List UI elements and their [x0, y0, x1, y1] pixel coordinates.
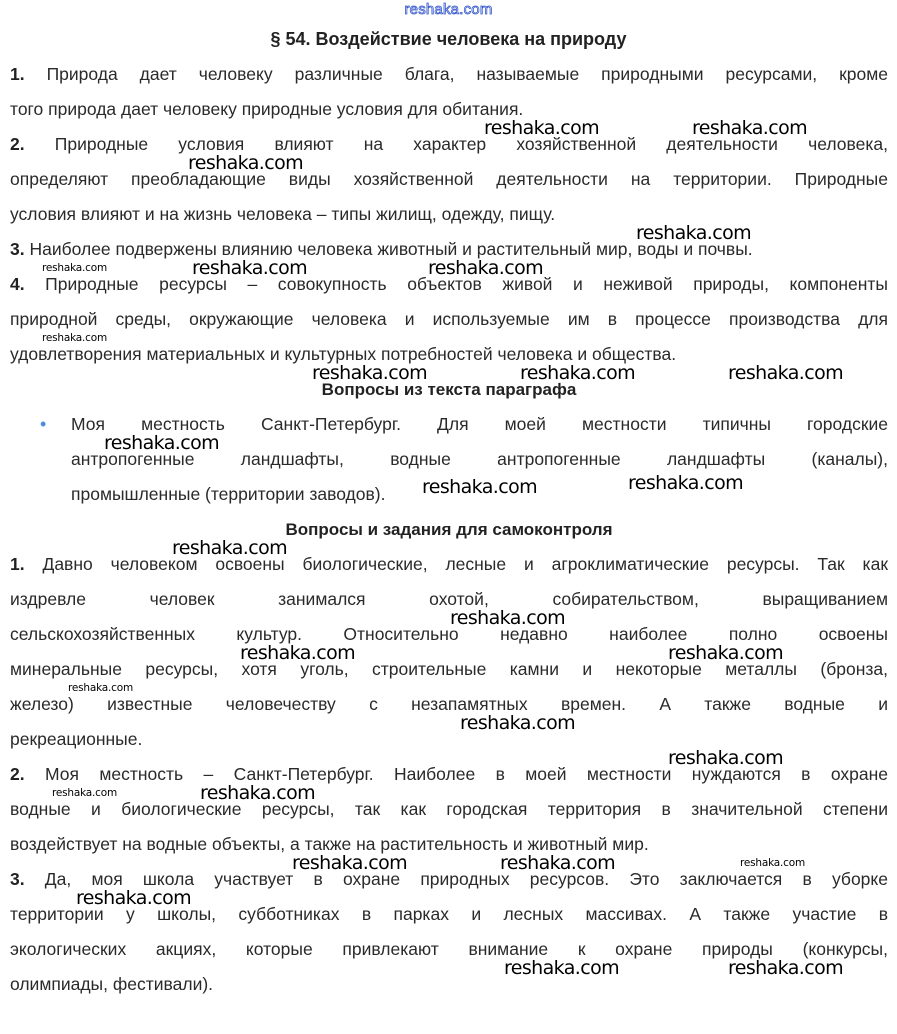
watermark: reshaka.com [636, 221, 751, 244]
line-text: того природа дает человеку природные условия для обитания. [10, 99, 524, 119]
line-text: Природные условия влияют на характер хозяйственной деятельности человека, [24, 134, 888, 154]
text-line [0, 687, 897, 722]
watermark: reshaka.com [292, 851, 407, 874]
watermark: reshaka.com [460, 711, 575, 734]
watermark: reshaka.com [520, 361, 635, 384]
line-text: антропогенные ландшафты, водные антропогенные ландшафты (каналы), [71, 449, 888, 469]
watermark: reshaka.com [188, 151, 303, 174]
line-text: территории у школы, субботниках в парках и лесных массивах. А также участие в [10, 904, 888, 924]
line-text: железо) известные человечеству с незапамятных времен. А также водные и [10, 694, 888, 714]
line-text: Моя местность – Санкт-Петербург. Наиболее в моей местности нуждаются в охране [24, 764, 888, 784]
watermark: reshaka.com [68, 681, 133, 694]
line-text: издревле человек занимался охотой, собирательством, выращиванием [10, 589, 888, 609]
line-text: Вопросы и задания для самоконтроля [285, 520, 613, 539]
watermark: reshaka.com [500, 851, 615, 874]
item-number: 2. [10, 764, 25, 784]
text-line [0, 162, 897, 197]
item-number: 2. [10, 134, 25, 154]
watermark: reshaka.com [628, 472, 743, 494]
text-line [0, 582, 897, 617]
line-text: условия влияют и на жизнь человека – типы жилищ, одежду, пищу. [10, 204, 556, 224]
line-text: воздействует на водные объекты, а также на растительность и животный мир. [10, 834, 649, 854]
item-number: 3. [10, 239, 25, 259]
watermark: reshaka.com [728, 956, 843, 979]
watermark: reshaka.com [450, 606, 565, 629]
line-text: минеральные ресурсы, хотя уголь, строительные камни и некоторые металлы (бронза, [10, 659, 888, 679]
line-text: сельскохозяйственных культур. Относительно недавно наиболее полно освоены [10, 624, 888, 644]
watermark: reshaka.com [192, 256, 307, 279]
watermark: reshaka.com [668, 641, 783, 664]
watermark: reshaka.com [76, 886, 191, 909]
bullet-icon: • [40, 414, 47, 434]
text-line [0, 547, 897, 582]
watermark: reshaka.com [42, 261, 107, 274]
watermark: reshaka.com [740, 856, 805, 869]
watermark: reshaka.com [422, 476, 537, 498]
watermark: reshaka.com [428, 256, 543, 279]
site-header-watermark: reshaka.com [404, 1, 493, 18]
text-line [0, 197, 897, 232]
line-text: экологических акциях, которые привлекают внимание к охране природы (конкурсы, [10, 939, 888, 959]
watermark: reshaka.com [728, 361, 843, 384]
watermark: reshaka.com [104, 431, 219, 454]
line-text: Вопросы из текста параграфа [321, 380, 577, 399]
text-line [0, 57, 897, 92]
item-number: 1. [10, 64, 25, 84]
watermark: reshaka.com [200, 781, 315, 804]
line-text: олимпиады, фестивали). [10, 974, 214, 994]
line-text: Да, моя школа участвует в охране природных ресурсов. Это заключается в уборке [24, 869, 888, 889]
watermark: reshaka.com [312, 361, 427, 384]
text-line [0, 302, 897, 337]
item-number: 4. [10, 274, 25, 294]
section-heading [0, 512, 897, 547]
line-text: Давно человеком освоены биологические, лесные и агроклиматические ресурсы. Так как [24, 554, 888, 574]
line-text: определяют преобладающие виды хозяйственной деятельности на территории. Природные [10, 169, 888, 189]
watermark: reshaka.com [692, 116, 807, 139]
item-number: 1. [10, 554, 25, 574]
watermark: reshaka.com [172, 536, 287, 559]
line-text: Наиболее подвержены влиянию человека животный и растительный мир, воды и почвы. [24, 239, 753, 259]
line-text: Моя местность Санкт-Петербург. Для моей местности типичны городские [71, 414, 888, 434]
line-text: Природа дает человеку различные блага, называемые природными ресурсами, кроме [24, 64, 888, 84]
watermark: reshaka.com [668, 746, 783, 769]
line-text: удовлетворения материальных и культурных потребностей человека и общества. [10, 344, 677, 364]
watermark: reshaka.com [42, 331, 107, 344]
line-text: промышленные (территории заводов). [71, 484, 386, 504]
watermark: reshaka.com [240, 641, 355, 664]
text-line [0, 792, 897, 827]
watermark: reshaka.com [504, 956, 619, 979]
page-title: § 54. Воздействие человека на природу [270, 29, 627, 49]
item-number: 3. [10, 869, 25, 889]
line-text: Природные ресурсы – совокупность объектов живой и неживой природы, компоненты [24, 274, 888, 294]
line-text: рекреационные. [10, 729, 143, 749]
line-text: водные и биологические ресурсы, так как городская территория в значительной степени [10, 799, 888, 819]
watermark: reshaka.com [52, 786, 117, 799]
watermark: reshaka.com [484, 116, 599, 139]
line-text: природной среды, окружающие человека и используемые им в процессе производства для [10, 309, 888, 329]
